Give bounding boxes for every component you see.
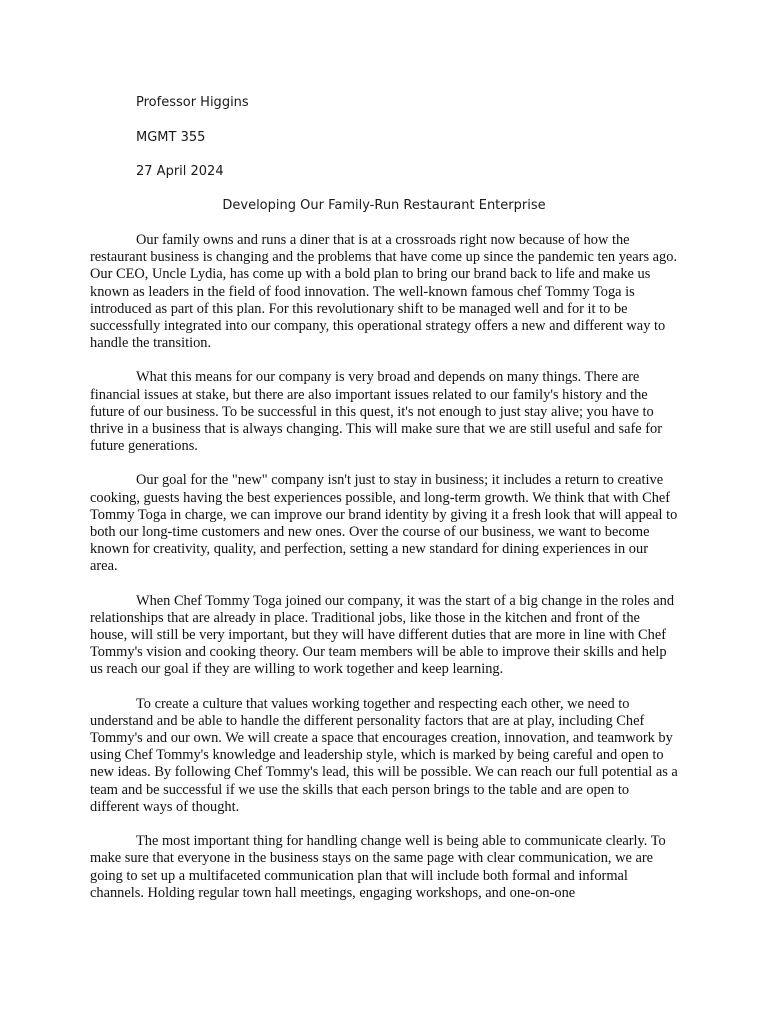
paragraph-2: What this means for our company is very broad and depends on many things. There are financial issues at stake, but there are also important issues related to our family's history and the future of our business. To be successful in this quest, it's not enough to just stay alive; you have to thrive in a business that is always changing. This will make sure that we are still useful and safe for future generations. xyxy=(90,369,663,455)
paragraph-6: The most important thing for handling change well is being able to communicate clearly. To make sure that everyone in the business stays on the same page with clear communication, we are going to set up a multifaceted communication plan that will include both formal and informal channels. Holding regular town hall meetings, engaging workshops, and one-on-one xyxy=(90,833,666,901)
professor-name: Professor Higgins xyxy=(136,95,249,110)
document-body xyxy=(90,232,678,919)
document-date: 27 April 2024 xyxy=(136,164,224,179)
paragraph-1: Our family owns and runs a diner that is at a crossroads right now because of how the restaurant business is changing and the problems that have come up since the pandemic ten years ago. Our CEO, Uncle Lydia, has come up with a bold plan to bring our brand back to life and make us known as leaders in the field of food innovation. The well-known famous chef Tommy Toga is introduced as part of this plan. For this revolutionary shift to be managed well and for it to be successfully integrated into our company, this operational strategy offers a new and different way to handle the transition. xyxy=(90,232,678,352)
paragraph-5: To create a culture that values working together and respecting each other, we need to understand and be able to handle the different personality factors that are at play, including Chef Tommy's and our own. We will create a space that encourages creation, innovation, and teamwork by using Chef Tommy's knowledge and leadership style, which is marked by being careful and open to new ideas. By following Chef Tommy's lead, this will be possible. We can reach our full potential as a team and be successful if we use the skills that each person brings to the table and are open to different ways of thought. xyxy=(90,695,678,815)
document-title: Developing Our Family-Run Restaurant Enterprise xyxy=(222,198,546,213)
course-code: MGMT 355 xyxy=(136,130,206,145)
paragraph-4: When Chef Tommy Toga joined our company, it was the start of a big change in the roles and relationships that are already in place. Traditional jobs, like those in the kitchen and front of the house, will still be very important, but they will have different duties that are more in line with Chef Tommy's vision and cooking theory. Our team members will be able to improve their skills and help us reach our goal if they are willing to work together and keep learning. xyxy=(90,592,675,678)
paragraph-3: Our goal for the "new" company isn't just to stay in business; it includes a return to creative cooking, guests having the best experiences possible, and long-term growth. We think that with Chef Tommy Toga in charge, we can improve our brand identity by giving it a fresh look that will appeal to both our long-time customers and new ones. Over the course of our business, we want to become known for creativity, quality, and perfection, setting a new standard for dining experiences in our area. xyxy=(90,472,678,575)
